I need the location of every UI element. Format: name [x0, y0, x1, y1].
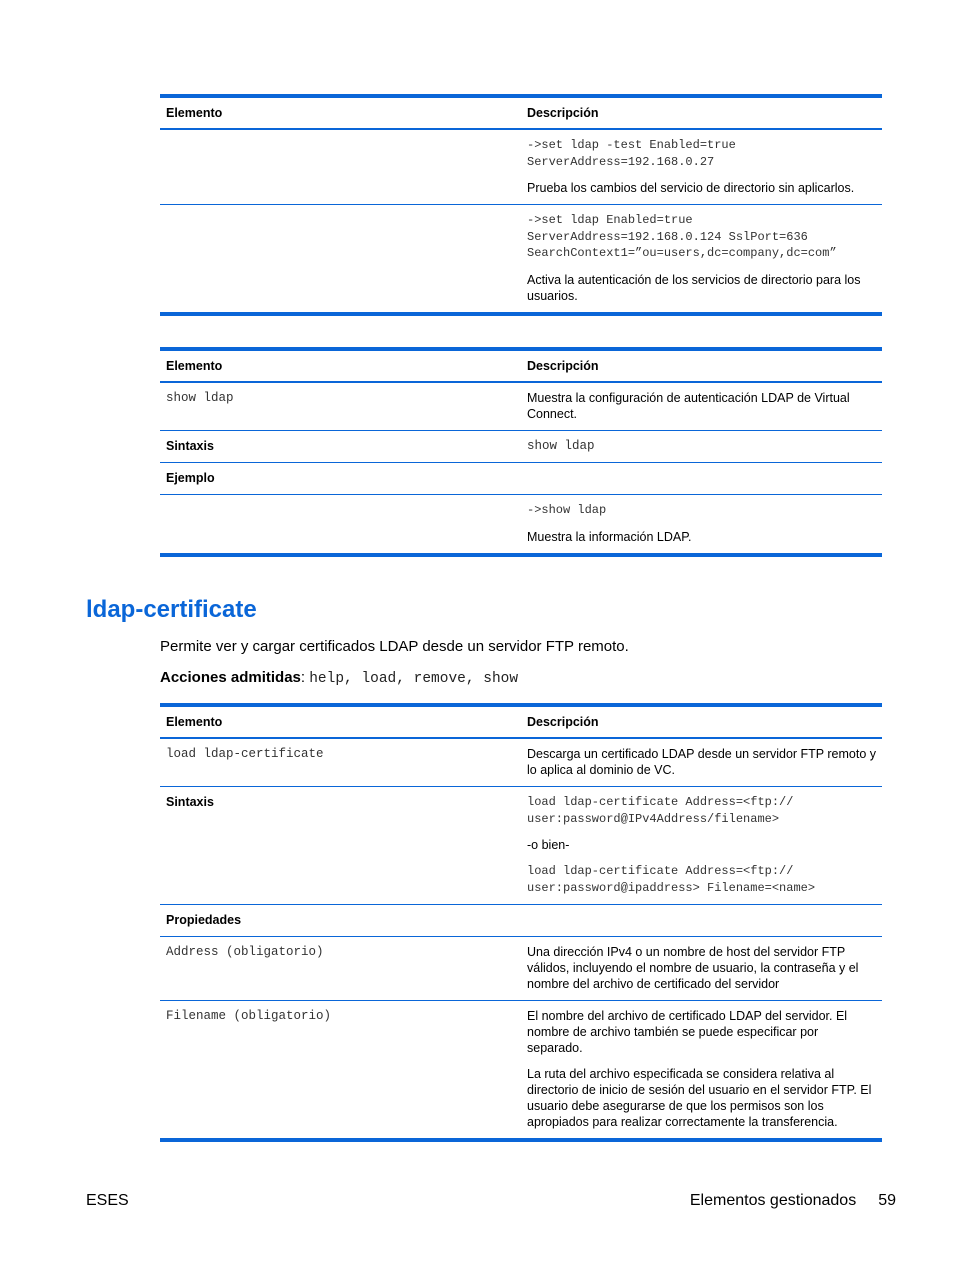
example-description: Muestra la información LDAP. — [527, 529, 692, 544]
table-set-ldap-examples — [160, 94, 882, 316]
cell-label-propiedades: Propiedades — [166, 913, 242, 927]
cell-element — [160, 129, 521, 205]
table-row — [160, 129, 882, 205]
cell-description: Una dirección IPv4 o un nombre de host del servidor FTP válidos, incluyendo el nombre de usuario, la contraseña y el nombre del archivo de certificado del servidor — [527, 945, 859, 991]
header-elemento: Elemento — [166, 715, 223, 729]
actions-value: help, load, remove, show — [309, 671, 519, 687]
page-number: 59 — [878, 1192, 896, 1209]
footer-section: Elementos gestionados — [689, 1192, 857, 1209]
filename-description-1: El nombre del archivo de certificado LDAP del servidor. El nombre de archivo también se puede especificar por separado. — [527, 1009, 848, 1055]
table-row — [160, 787, 882, 905]
footer-locale: ESES — [86, 1192, 129, 1209]
supported-actions — [160, 669, 518, 688]
cell-command: show ldap — [166, 391, 234, 405]
cell-label-sintaxis: Sintaxis — [166, 439, 214, 453]
example-command: ->set ldap Enabled=true ServerAddress=192.168.0.124 SslPort=636 SearchContext1=”ou=users,dc=company,dc=com” — [527, 213, 837, 260]
table-header-row — [160, 705, 882, 738]
syntax-or: -o bien- — [527, 838, 570, 852]
cell-label-ejemplo: Ejemplo — [166, 471, 215, 485]
cell-description: Descarga un certificado LDAP desde un servidor FTP remoto y lo aplica al dominio de VC. — [527, 747, 877, 777]
header-elemento: Elemento — [166, 359, 223, 373]
example-description: Activa la autenticación de los servicios de directorio para los usuarios. — [527, 272, 861, 303]
cell-element — [160, 205, 521, 314]
header-elemento: Elemento — [166, 106, 223, 120]
table-row — [160, 495, 882, 555]
table-header-row — [160, 349, 882, 382]
cell-syntax: show ldap — [527, 439, 595, 453]
cell-description — [521, 495, 882, 555]
section-intro: Permite ver y cargar certificados LDAP desde un servidor FTP remoto. — [160, 638, 629, 655]
example-command: ->set ldap -test Enabled=true ServerAddress=192.168.0.27 — [527, 138, 736, 169]
example-description: Prueba los cambios del servicio de directorio sin aplicarlos. — [527, 181, 855, 195]
cell-description — [521, 1001, 882, 1141]
table-row — [160, 905, 882, 937]
cell-syntax — [521, 787, 882, 905]
syntax-command-1: load ldap-certificate Address=<ftp:// user:password@IPv4Address/filename> — [527, 795, 794, 826]
table-header-row — [160, 96, 882, 129]
table-row — [160, 937, 882, 1001]
cell-description — [521, 205, 882, 314]
cell-empty — [521, 463, 882, 495]
cell-label-sintaxis: Sintaxis — [166, 795, 214, 809]
header-descripcion: Descripción — [527, 715, 599, 729]
section-title: ldap-certificate — [86, 596, 257, 623]
table-row — [160, 382, 882, 431]
cell-element — [160, 495, 521, 555]
example-command: ->show ldap — [527, 503, 607, 517]
header-descripcion: Descripción — [527, 359, 599, 373]
table-row — [160, 431, 882, 463]
table-row — [160, 205, 882, 314]
table-row — [160, 738, 882, 787]
syntax-command-2: load ldap-certificate Address=<ftp:// user:password@ipaddress> Filename=<name> — [527, 864, 816, 895]
cell-property-filename: Filename (obligatorio) — [166, 1009, 332, 1023]
cell-description: Muestra la configuración de autenticación LDAP de Virtual Connect. — [527, 391, 850, 421]
header-descripcion: Descripción — [527, 106, 599, 120]
table-row — [160, 1001, 882, 1141]
table-row — [160, 463, 882, 495]
cell-command: load ldap-certificate — [166, 747, 324, 761]
actions-label: Acciones admitidas — [160, 669, 301, 686]
footer-page-info — [690, 1192, 896, 1210]
cell-description — [521, 129, 882, 205]
table-show-ldap — [160, 347, 882, 557]
filename-description-2: La ruta del archivo especificada se considera relativa al directorio de inicio de sesión del usuario en el servidor FTP. El usuario debe asegurarse de que los permisos son los apropiados para realizar correctamente la transferencia. — [527, 1067, 872, 1129]
table-ldap-certificate — [160, 703, 882, 1142]
actions-separator: : — [300, 669, 310, 686]
cell-empty — [521, 905, 882, 937]
cell-property-address: Address (obligatorio) — [166, 945, 324, 959]
